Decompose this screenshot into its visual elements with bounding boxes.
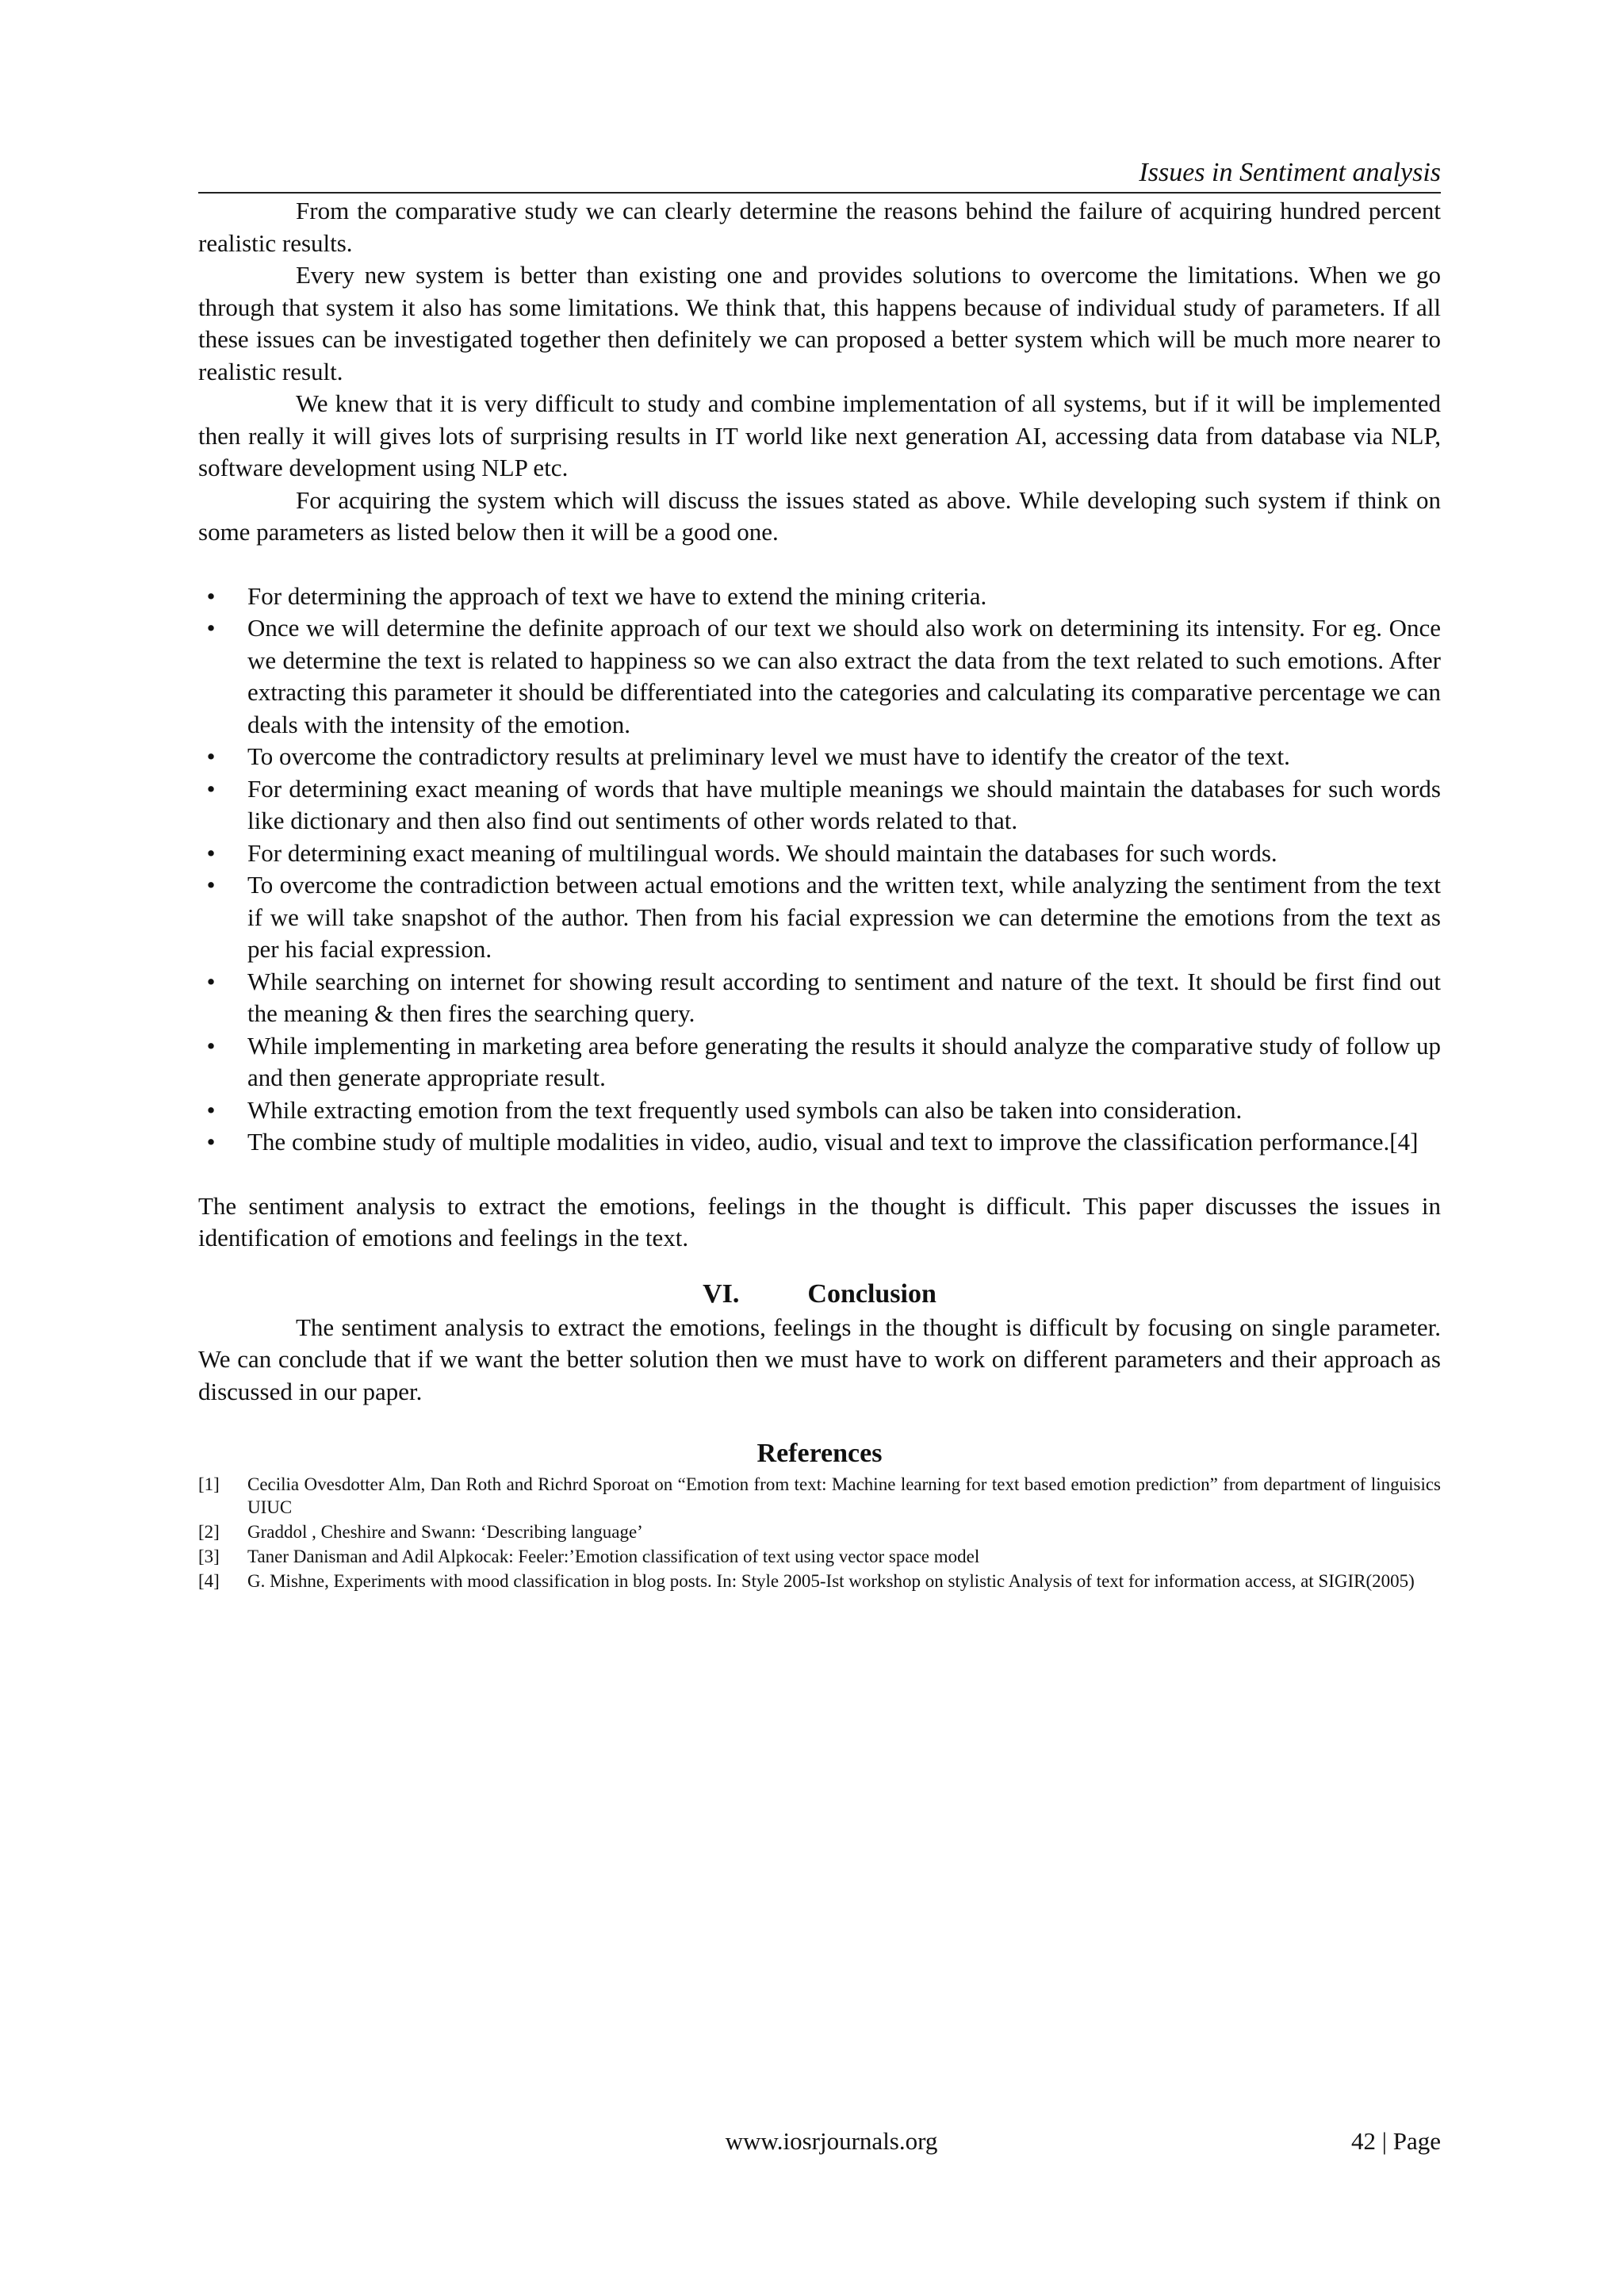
list-item [198, 612, 1441, 741]
spacer [198, 1159, 1441, 1190]
reference-number: [4] [198, 1571, 220, 1591]
list-item-text: To overcome the contradiction between actual emotions and the written text, while analyzing the sentiment from the text if we will take snapshot of the author. Then from his facial expression we can determine the emotions from the text as per his facial expression. [247, 871, 1441, 963]
paragraph: From the comparative study we can clearly determine the reasons behind the failure of acquiring hundred percent realistic results. [198, 197, 1441, 257]
reference-text: Cecilia Ovesdotter Alm, Dan Roth and Richrd Sporoat on “Emotion from text: Machine learning for text based emotion prediction” from department of linguisics UIUC [247, 1474, 1441, 1517]
bullet-icon: • [206, 1031, 216, 1060]
reference-number: [3] [198, 1547, 220, 1566]
conclusion-paragraph: The sentiment analysis to extract the emotions, feelings in the thought is difficult by focusing on single parameter. We can conclude that if we want the better solution then we must have to work on different parameters and their approach as discussed in our paper. [198, 1313, 1441, 1405]
bullet-icon: • [206, 838, 216, 867]
list-item-text: While extracting emotion from the text frequently used symbols can also be taken into consideration. [247, 1095, 1243, 1124]
reference-text: G. Mishne, Experiments with mood classification in blog posts. In: Style 2005-Ist workshop on stylistic Analysis of text for information access, at SIGIR(2005) [247, 1571, 1415, 1591]
page-number: 42 | Page [1351, 2127, 1441, 2155]
list-item-text: While implementing in marketing area before generating the results it should analyze the comparative study of follow up and then generate appropriate result. [247, 1031, 1441, 1091]
list-item-text: Once we will determine the definite approach of our text we should also work on determining its intensity. For eg. Once we determine the text is related to happiness so we can also extract the data from the text related to such emotions. After extracting this parameter it should be differentiated into the categories and calculating its comparative percentage we can deals with the intensity of the emotion. [247, 614, 1441, 738]
paragraph: Every new system is better than existing one and provides solutions to overcome the limitations. When we go through that system it also has some limitations. We think that, this happens because of individual study of parameters. If all these issues can be investigated together then definitely we can proposed a better system which will be much more nearer to realistic result. [198, 261, 1441, 385]
bullet-icon: • [206, 774, 216, 803]
list-item [198, 1126, 1441, 1159]
list-item [198, 773, 1441, 838]
footer-site: www.iosrjournals.org [725, 2127, 938, 2155]
list-item [198, 966, 1441, 1030]
reference-item [198, 1520, 1441, 1543]
closing-paragraph: The sentiment analysis to extract the emotions, feelings in the thought is difficult. This paper discusses the issues in identification of emotions and feelings in the text. [198, 1191, 1441, 1251]
bullet-icon: • [206, 871, 216, 899]
list-item [198, 869, 1441, 966]
bullet-list [198, 581, 1441, 1159]
section-title: Conclusion [807, 1278, 936, 1309]
spacer [198, 549, 1441, 581]
section-heading [198, 1277, 1441, 1312]
list-item-text: To overcome the contradictory results at preliminary level we must have to identify the creator of the text. [247, 742, 1290, 770]
list-item-text: For determining the approach of text we have to extend the mining criteria. [247, 581, 987, 610]
list-item [198, 741, 1441, 773]
paragraph: For acquiring the system which will discuss the issues stated as above. While developing such system if think on some parameters as listed below then it will be a good one. [198, 485, 1441, 546]
header-rule [198, 192, 1441, 194]
reference-item [198, 1545, 1441, 1568]
reference-text: Graddol , Cheshire and Swann: ‘Describing language’ [247, 1522, 643, 1542]
list-item [198, 581, 1441, 613]
bullet-icon: • [206, 1128, 216, 1156]
list-item [198, 838, 1441, 870]
bullet-icon: • [206, 967, 216, 995]
reference-number: [2] [198, 1522, 220, 1542]
reference-number: [1] [198, 1474, 220, 1494]
references-heading: References [756, 1439, 883, 1468]
list-item [198, 1030, 1441, 1094]
body-text [198, 195, 1441, 1594]
running-title: Issues in Sentiment analysis [1139, 158, 1441, 187]
reference-list [198, 1473, 1441, 1593]
section-number: VI. [703, 1278, 740, 1309]
bullet-icon: • [206, 614, 216, 642]
paragraph: We knew that it is very difficult to study and combine implementation of all systems, but if it will be implemented then really it will gives lots of surprising results in IT world like next generation AI, accessing data from database via NLP, software development using NLP etc. [198, 389, 1441, 481]
bullet-icon: • [206, 581, 216, 610]
list-item-text: For determining exact meaning of multilingual words. We should maintain the databases for such words. [247, 838, 1277, 867]
reference-text: Taner Danisman and Adil Alpkocak: Feeler:’Emotion classification of text using vector space model [247, 1547, 980, 1566]
paper-page [198, 0, 1441, 2296]
list-item [198, 1094, 1441, 1127]
list-item-text: The combine study of multiple modalities in video, audio, visual and text to improve the classification performance.[4] [247, 1128, 1419, 1156]
list-item-text: While searching on internet for showing result according to sentiment and nature of the text. It should be first find out the meaning & then fires the searching query. [247, 967, 1441, 1027]
reference-item [198, 1473, 1441, 1519]
bullet-icon: • [206, 1095, 216, 1124]
list-item-text: For determining exact meaning of words that have multiple meanings we should maintain the databases for such words like dictionary and then also find out sentiments of other words related to that. [247, 774, 1441, 834]
reference-item [198, 1570, 1441, 1593]
bullet-icon: • [206, 742, 216, 770]
